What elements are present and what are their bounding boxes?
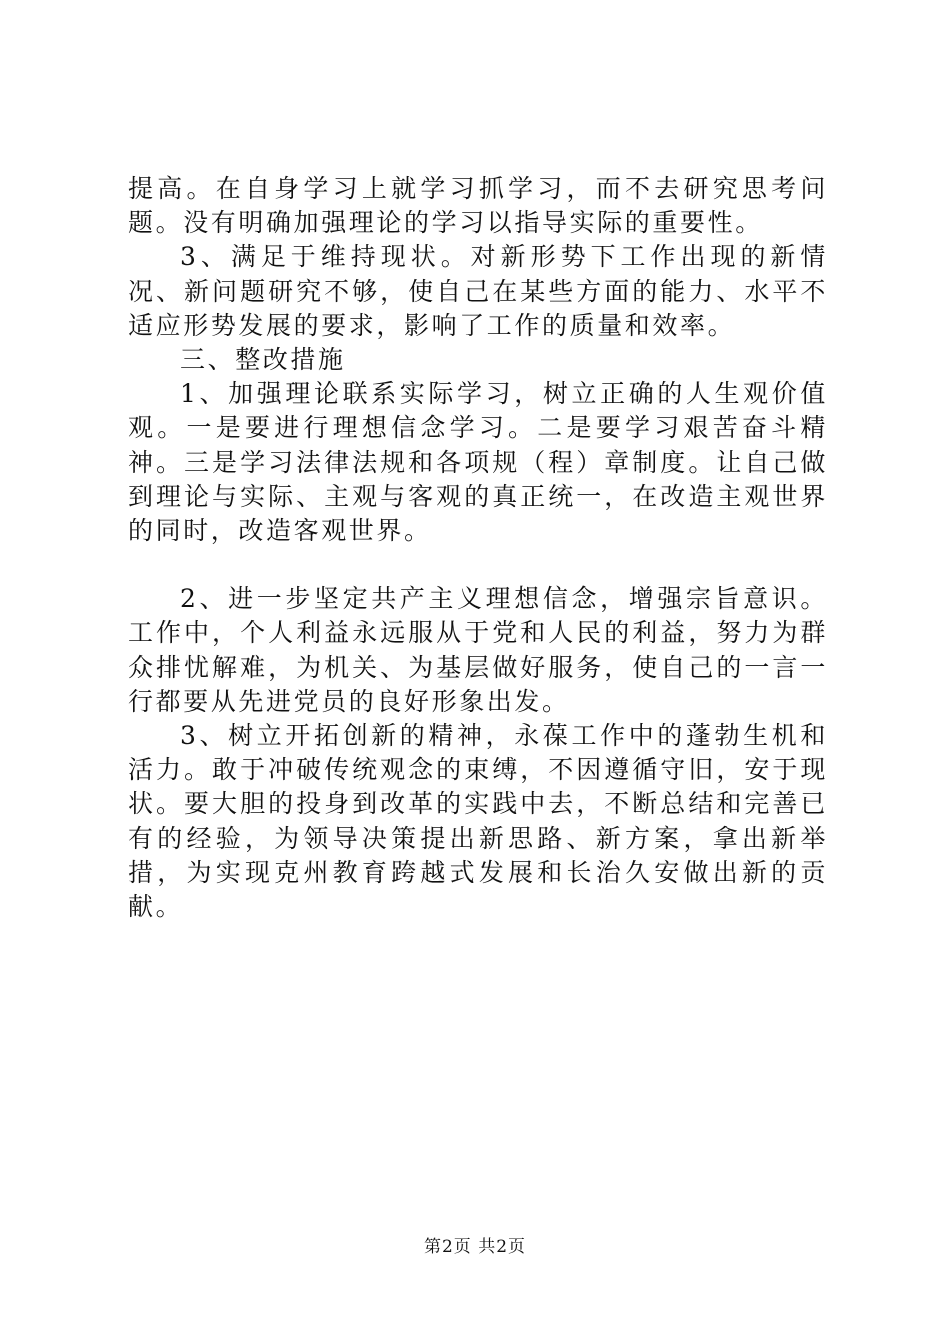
section-heading-rectification: 三、整改措施 bbox=[180, 345, 346, 375]
paragraph-continuation: 提高。在自身学习上就学习抓学习，而不去研究思考问题。没有明确加强理论的学习以指导实际的重要性。 bbox=[128, 174, 828, 238]
paragraph-measure-1: 1、加强理论联系实际学习，树立正确的人生观价值观。一是要进行理想信念学习。二是要学习艰苦奋斗精神。三是学习法律法规和各项规（程）章制度。让自己做到理论与实际、主观与客观的真正统一，在改造主观世界的同时，改造客观世界。 bbox=[128, 379, 828, 546]
document-body bbox=[128, 172, 828, 924]
paragraph-measure-3: 3、树立开拓创新的精神，永葆工作中的蓬勃生机和活力。敢于冲破传统观念的束缚，不因遵循守旧，安于现状。要大胆的投身到改革的实践中去，不断总结和完善已有的经验，为领导决策提出新思路、新方案，拿出新举措，为实现克州教育跨越式发展和长治久安做出新的贡献。 bbox=[128, 721, 828, 922]
page-number-footer: 第2页 共2页 bbox=[423, 1237, 527, 1257]
paragraph-measure-2: 2、进一步坚定共产主义理想信念，增强宗旨意识。工作中，个人利益永远服从于党和人民的利益，努力为群众排忧解难，为机关、为基层做好服务，使自己的一言一行都要从先进党员的良好形象出发。 bbox=[128, 584, 828, 716]
paragraph-point-3-status-quo: 3、满足于维持现状。对新形势下工作出现的新情况、新问题研究不够，使自己在某些方面的能力、水平不适应形势发展的要求，影响了工作的质量和效率。 bbox=[128, 242, 828, 340]
